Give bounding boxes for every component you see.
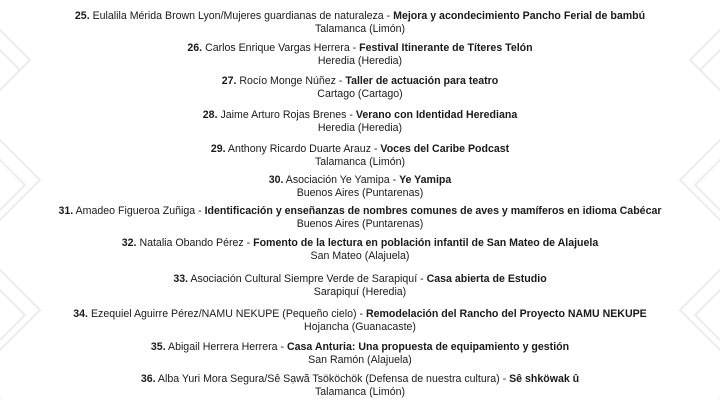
entry-location: San Mateo (Alajuela) — [310, 250, 410, 262]
entry-heading: 35. Abigail Herrera Herrera - Casa Anturia: Una propuesta de equipamiento y gestión — [150, 341, 570, 353]
entry-number: 29. — [210, 143, 226, 155]
list-item — [0, 143, 720, 169]
entry-project: Remodelación del Rancho del Proyecto NAMU NEKUPE — [365, 308, 647, 320]
entry-location: Sarapiquí (Heredia) — [313, 286, 407, 298]
entry-number: 35. — [150, 341, 166, 353]
entry-number: 32. — [121, 237, 137, 249]
entry-project: Identificación y enseñanzas de nombres comunes de aves y mamíferos en idioma Cabécar — [204, 205, 662, 217]
list-item — [0, 308, 720, 334]
entry-location: Heredia (Heredia) — [317, 122, 403, 134]
entry-heading: 27. Rocío Monge Núñez - Taller de actuación para teatro — [221, 75, 499, 87]
entry-location: Heredia (Heredia) — [317, 55, 403, 67]
entry-location: Talamanca (Limón) — [314, 23, 406, 35]
list-item — [0, 205, 720, 231]
entry-project: Casa abierta de Estudio — [426, 273, 547, 285]
entry-location: Hojancha (Guanacaste) — [304, 321, 416, 333]
list-item — [0, 273, 720, 299]
entry-location: Buenos Aires (Puntarenas) — [296, 218, 424, 230]
entry-project: Voces del Caribe Podcast — [380, 143, 510, 155]
entry-number: 26. — [187, 42, 203, 54]
entry-number: 27. — [221, 75, 237, 87]
entry-name: Jaime Arturo Rojas Brenes — [220, 109, 347, 121]
entry-number: 28. — [202, 109, 218, 121]
entry-name: Eulalila Mérida Brown Lyon/Mujeres guardianas de naturaleza — [92, 10, 384, 22]
list-item — [0, 42, 720, 68]
entry-number: 25. — [74, 10, 90, 22]
entry-name: Abigail Herrera Herrera — [168, 341, 278, 353]
entry-name: Natalia Obando Pérez — [139, 237, 244, 249]
entry-name: Asociación Cultural Siempre Verde de Sarapiquí — [190, 273, 418, 285]
entry-heading: 28. Jaime Arturo Rojas Brenes - Verano con Identidad Herediana — [202, 109, 518, 121]
list-item — [0, 341, 720, 367]
entry-number: 30. — [268, 174, 284, 186]
entry-project: Sê shköwak û — [509, 373, 580, 385]
entry-name: Ezequiel Aguirre Pérez/NAMU NEKUPE (Pequeño cielo) — [90, 308, 357, 320]
entry-project: Ye Yamipa — [399, 174, 452, 186]
entry-name: Carlos Enrique Vargas Herrera — [205, 42, 350, 54]
entry-number: 33. — [173, 273, 189, 285]
list-item — [0, 373, 720, 399]
entry-location: San Ramón (Alajuela) — [308, 354, 412, 366]
list-item — [0, 174, 720, 200]
entry-project: Verano con Identidad Herediana — [355, 109, 518, 121]
entry-heading: 32. Natalia Obando Pérez - Fomento de la lectura en población infantil de San Mateo de Alajuela — [121, 237, 599, 249]
entry-project: Mejora y acondecimiento Pancho Ferial de bambú — [393, 10, 646, 22]
entry-project: Festival Itinerante de Títeres Telón — [359, 42, 533, 54]
entry-name: Asociación Ye Yamipa — [285, 174, 390, 186]
list-item — [0, 10, 720, 36]
entry-location: Talamanca (Limón) — [314, 156, 406, 168]
entry-project: Casa Anturia: Una propuesta de equipamiento y gestión — [286, 341, 570, 353]
entry-project: Taller de actuación para teatro — [345, 75, 499, 87]
entry-location: Cartago (Cartago) — [317, 88, 403, 100]
entry-heading: 36. Alba Yuri Mora Segura/Sê Sạwã Tsököchök (Defensa de nuestra cultura) - Sê shköwak û — [140, 373, 580, 385]
entry-heading: 34. Ezequiel Aguirre Pérez/NAMU NEKUPE (Pequeño cielo) - Remodelación del Rancho del Proyecto NAMU NEKUPE — [73, 308, 647, 320]
list-item — [0, 109, 720, 135]
entry-name: Rocío Monge Núñez — [239, 75, 336, 87]
entry-project: Fomento de la lectura en población infantil de San Mateo de Alajuela — [253, 237, 599, 249]
entry-name: Anthony Ricardo Duarte Arauz — [227, 143, 371, 155]
entry-name: Alba Yuri Mora Segura/Sê Sạwã Tsököchök (Defensa de nuestra cultura) — [157, 373, 500, 385]
entry-number: 36. — [140, 373, 156, 385]
entry-heading: 26. Carlos Enrique Vargas Herrera - Festival Itinerante de Títeres Telón — [187, 42, 533, 54]
entry-location: Buenos Aires (Puntarenas) — [296, 187, 424, 199]
entry-number: 31. — [58, 205, 74, 217]
entry-heading: 25. Eulalila Mérida Brown Lyon/Mujeres guardianas de naturaleza - Mejora y acondecimiento Pancho Ferial de bambú — [74, 10, 646, 22]
entry-location: Talamanca (Limón) — [314, 386, 406, 398]
list-item — [0, 237, 720, 263]
entry-name: Amadeo Figueroa Zuñiga — [75, 205, 196, 217]
entry-heading: 30. Asociación Ye Yamipa - Ye Yamipa — [268, 174, 452, 186]
entry-heading: 31. Amadeo Figueroa Zuñiga - Identificación y enseñanzas de nombres comunes de aves y mamíferos en idioma Cabécar — [58, 205, 662, 217]
entry-number: 34. — [73, 308, 88, 320]
entry-heading: 29. Anthony Ricardo Duarte Arauz - Voces del Caribe Podcast — [210, 143, 510, 155]
list-item — [0, 75, 720, 101]
entry-heading: 33. Asociación Cultural Siempre Verde de Sarapiquí - Casa abierta de Estudio — [173, 273, 547, 285]
